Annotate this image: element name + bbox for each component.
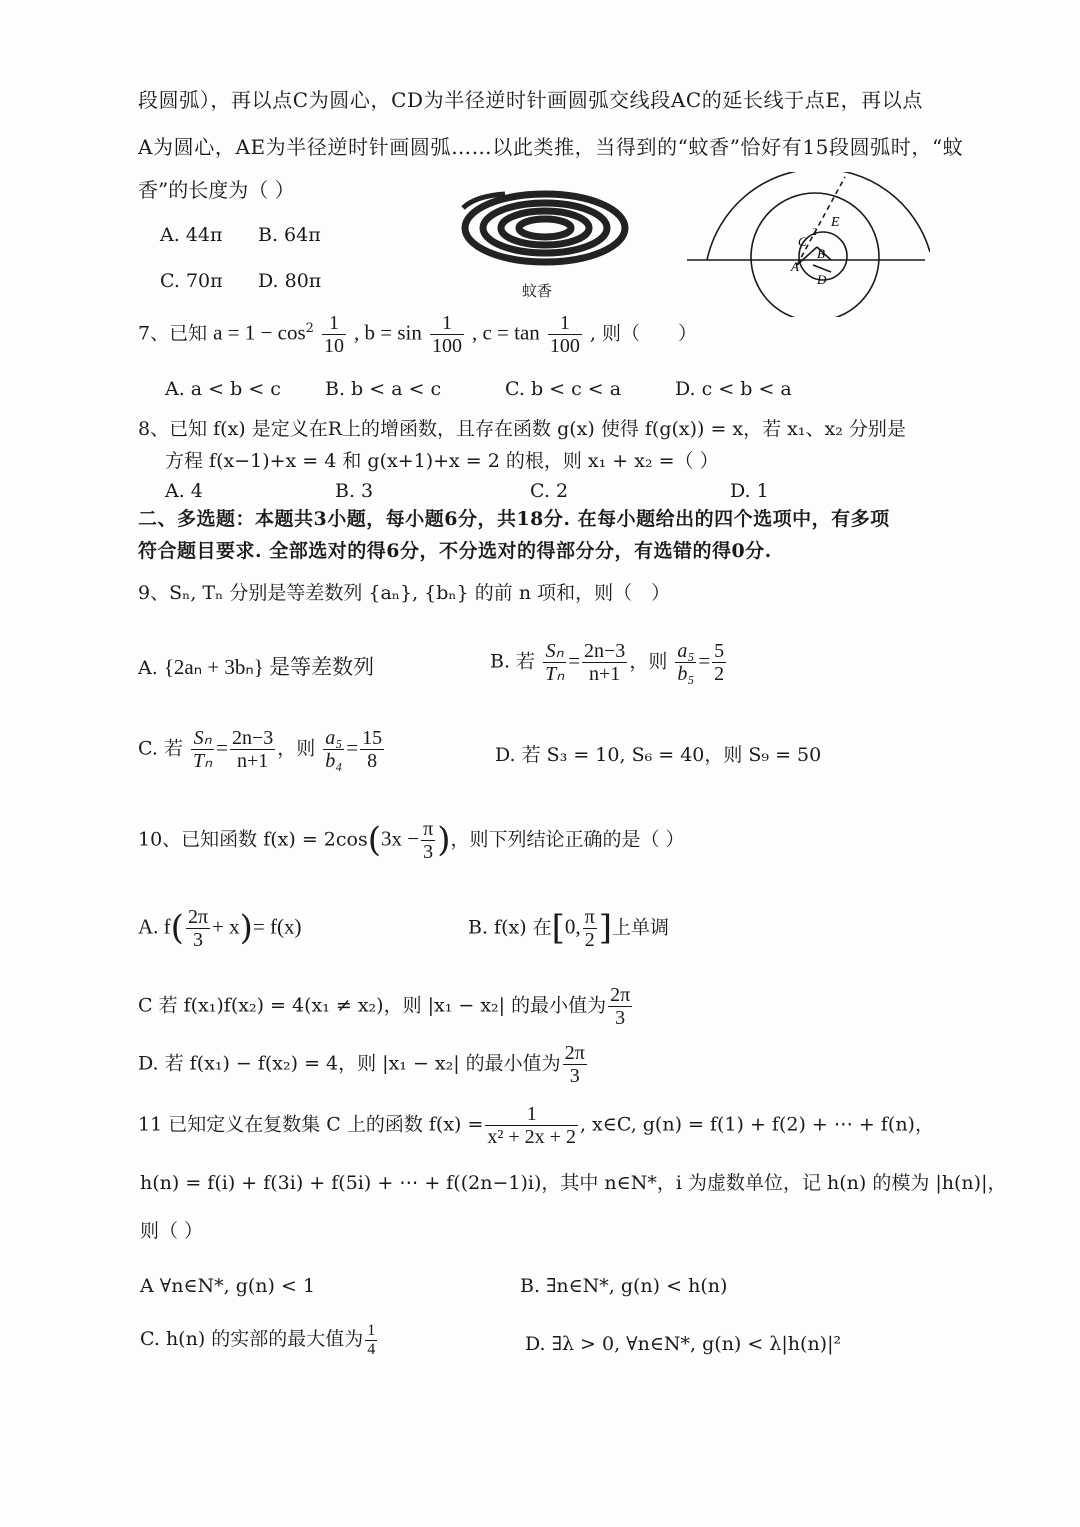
q6-option-b: B. 64π xyxy=(258,224,321,246)
q11-option-c: C. h(n) 的实部的最大值为 $\frac{1}{4}$ xyxy=(140,1322,376,1358)
q8-option-d: D. 1 xyxy=(730,480,769,502)
q7-option-c: C. b < c < a xyxy=(505,378,622,400)
mosquito-coil-caption: 蚊香 xyxy=(522,282,553,300)
q7-b-expr: , b = sin xyxy=(354,320,422,345)
section-2-line-2: 符合题目要求. 全部选对的得6分，不分选对的得部分分，有选错的得0分. xyxy=(138,540,772,562)
diagram-label-2: 2 xyxy=(812,227,817,238)
q6-option-a: A. 44π xyxy=(160,224,223,246)
q9-stem: 9、Sₙ, Tₙ 分别是等差数列 {aₙ}, {bₙ} 的前 n 项和，则（ ） xyxy=(138,582,671,604)
q6-line-1: 段圆弧），再以点C为圆心，CD为半径逆时针画圆弧交线段AC的延长线于点E，再以点 xyxy=(138,88,923,112)
q6-line-3: 香”的长度为（ ） xyxy=(138,178,295,202)
diagram-label-e: E xyxy=(831,215,840,230)
q7-c-expr: , c = tan xyxy=(471,320,540,345)
q8-line-1: 8、已知 f(x) 是定义在R上的增函数，且存在函数 g(x) 使得 f(g(x)) = x，若 x₁、x₂ 分别是 xyxy=(138,418,906,440)
q7-fraction-1: $\frac{1}{10}$ xyxy=(323,312,344,357)
q10-stem: 10、已知函数 f(x) = 2cos(3x − $\frac{\pi}{3}$ )，则下列结论正确的是（ ） xyxy=(138,818,685,863)
q6-option-d: D. 80π xyxy=(258,270,322,292)
mosquito-coil-figure xyxy=(455,188,635,288)
q8-option-c: C. 2 xyxy=(530,480,569,502)
q11-option-d: D. ∃λ > 0, ∀n∈N*, g(n) < λ|h(n)|² xyxy=(525,1333,842,1355)
q11-line-3: 则（ ） xyxy=(140,1220,204,1242)
q9-option-a: A. {2aₙ + 3bₙ} 是等差数列 xyxy=(138,655,375,679)
q6-option-c: C. 70π xyxy=(160,270,223,292)
diagram-label-c: C xyxy=(798,234,807,249)
q7-option-b: B. b < a < c xyxy=(325,378,442,400)
q10-option-b: B. f(x) 在[0, $\frac{\pi}{2}$ ]上单调 xyxy=(468,906,670,951)
diagram-label-d: D xyxy=(817,272,827,287)
q11-line-2: h(n) = f(i) + f(3i) + f(5i) + ⋯ + f((2n−1)i)，其中 n∈N*，i 为虚数单位，记 h(n) 的模为 |h(n)|， xyxy=(140,1172,1007,1194)
q7-option-d: D. c < b < a xyxy=(675,378,792,400)
diagram-label-b: B xyxy=(817,246,825,261)
q9-option-b: B. 若 $\frac{\text{Sₙ}}{\text{Tₙ}}$ = $\frac{2n-3}{n+1}$ ，则 $\frac{\text{a₅}}{\text{b₅}}$ = $\frac{5}{2}$ xyxy=(490,640,725,685)
q7-option-a: A. a < b < c xyxy=(165,378,281,400)
q10-option-a: A. f( $\frac{2\pi}{3}$ + x)= f(x) xyxy=(138,906,302,951)
q11-option-a: A ∀n∈N*, g(n) < 1 xyxy=(140,1275,316,1297)
q8-option-a: A. 4 xyxy=(165,480,203,502)
q7-tail: , 则（ ） xyxy=(589,322,697,345)
q11-stem: 11 已知定义在复数集 C 上的函数 f(x) = $\frac{1}{\text{x² + 2x + 2}}$ , x∈C, g(n) = f(1) + f(2) + ⋯ + f(n)， xyxy=(138,1103,934,1148)
q9-option-d: D. 若 S₃ = 10, S₆ = 40，则 S₉ = 50 xyxy=(495,744,822,766)
q8-option-b: B. 3 xyxy=(335,480,374,502)
spiral-arc-diagram xyxy=(685,172,930,317)
q6-line-2: A为圆心，AE为半径逆时针画圆弧……以此类推，当得到的“蚊香”恰好有15段圆弧时，“蚊 xyxy=(138,135,964,159)
q10-option-c: C 若 f(x₁)f(x₂) = 4(x₁ ≠ x₂)，则 |x₁ − x₂| 的最小值为 $\frac{2\pi}{3}$ xyxy=(138,984,631,1029)
q8-line-2: 方程 f(x−1)+x = 4 和 g(x+1)+x = 2 的根，则 x₁ + x₂ =（ ） xyxy=(165,450,719,472)
q7-square: 2 xyxy=(305,321,314,337)
q7-number: 7、已知 xyxy=(138,322,208,345)
q7-fraction-2: $\frac{1}{100}$ xyxy=(431,312,462,357)
q11-option-b: B. ∃n∈N*, g(n) < h(n) xyxy=(520,1275,728,1297)
q7-a-expr: a = 1 − cos xyxy=(213,320,306,345)
question-7 xyxy=(138,312,697,357)
q7-fraction-3: $\frac{1}{100}$ xyxy=(549,312,580,357)
section-2-line-1: 二、多选题：本题共3小题，每小题6分，共18分. 在每小题给出的四个选项中，有多项 xyxy=(138,508,890,530)
q9-option-c: C. 若 $\frac{\text{Sₙ}}{\text{Tₙ}}$ = $\frac{2n-3}{n+1}$ ，则 $\frac{\text{a₅}}{\text{b₄}}$ = $\frac{15}{8}$ xyxy=(138,727,383,772)
q10-option-d: D. 若 f(x₁) − f(x₂) = 4，则 |x₁ − x₂| 的最小值为 $\frac{2\pi}{3}$ xyxy=(138,1042,585,1087)
diagram-label-a: A xyxy=(791,259,799,274)
